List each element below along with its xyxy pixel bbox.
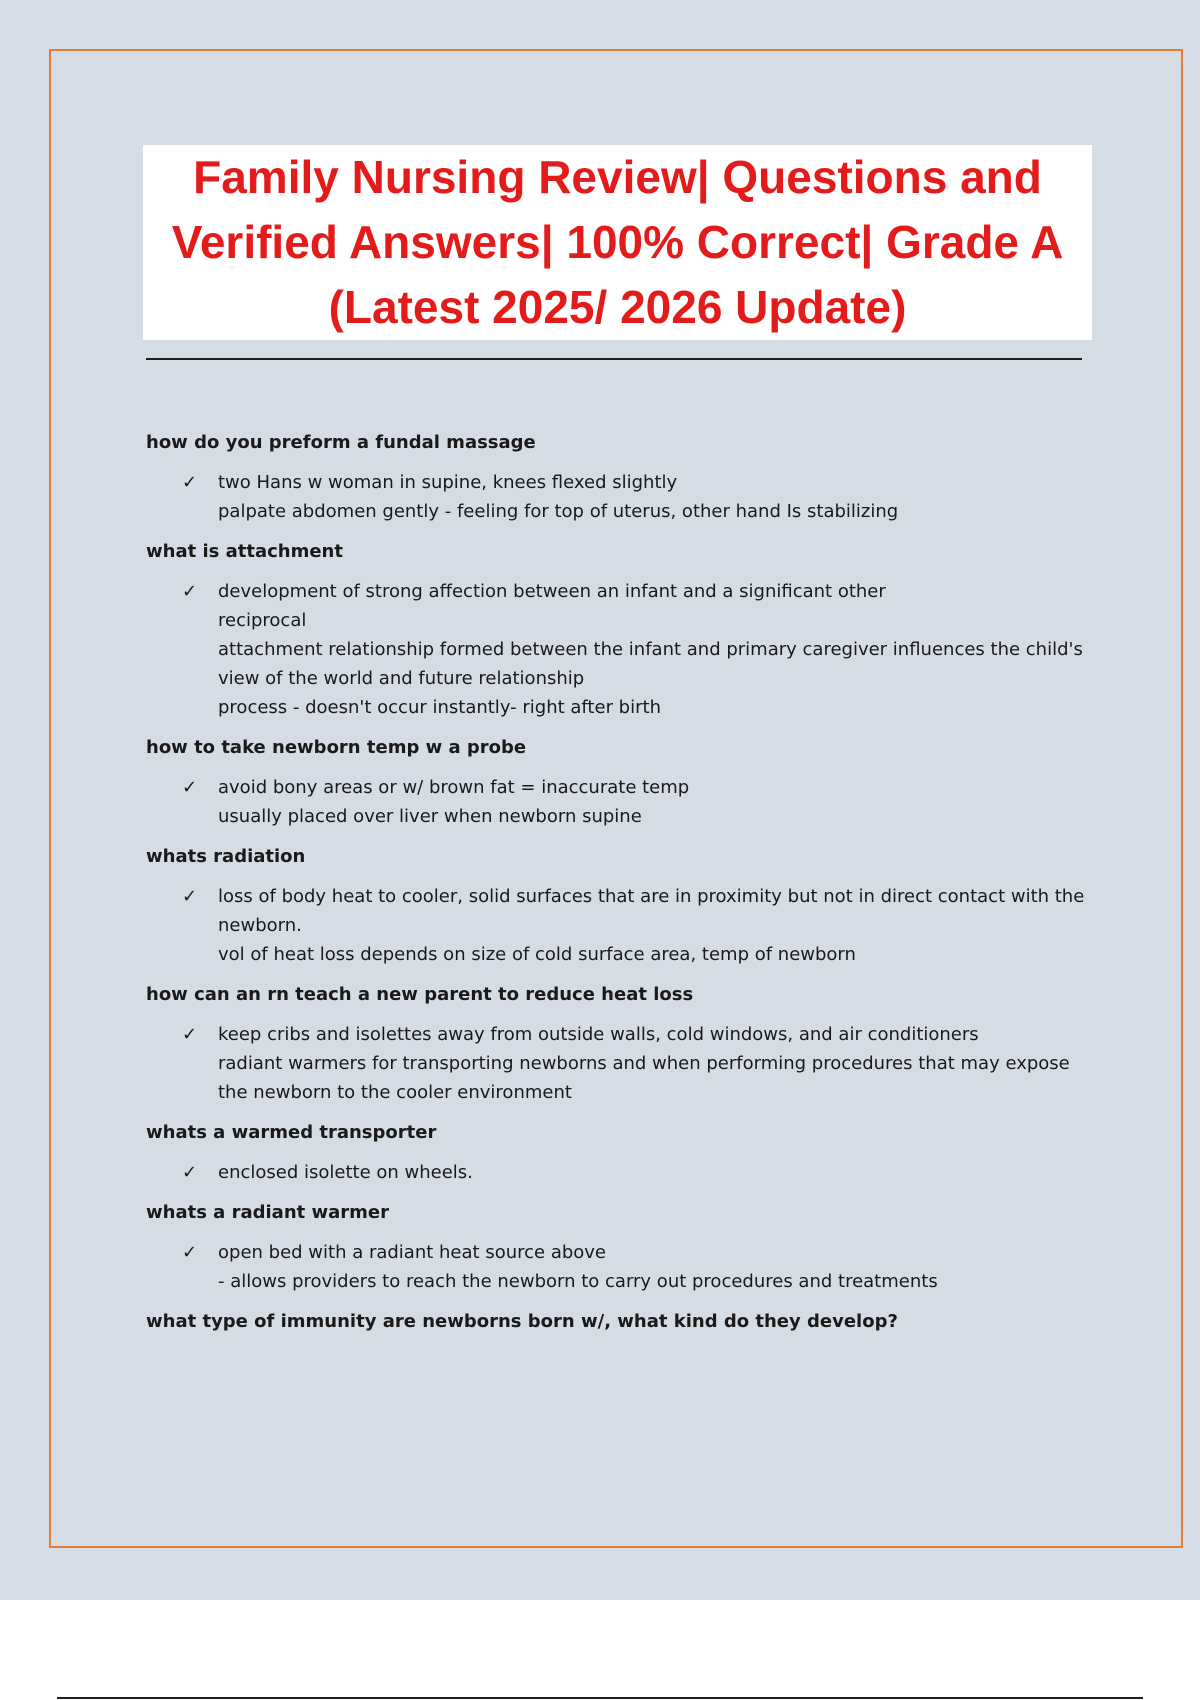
- checkmark-icon: ✓: [182, 1242, 198, 1263]
- qa-item: [146, 733, 1086, 831]
- checkmark-icon: ✓: [182, 886, 198, 907]
- qa-item: [146, 1198, 1086, 1296]
- title-divider: [146, 358, 1082, 360]
- answer-line: vol of heat loss depends on size of cold surface area, temp of newborn: [218, 944, 856, 965]
- question-text: how to take newborn temp w a probe: [146, 737, 527, 758]
- answer-text: [218, 577, 1086, 722]
- answer-line: enclosed isolette on wheels.: [218, 1162, 473, 1183]
- answer-line: open bed with a radiant heat source above: [218, 1242, 607, 1263]
- answer-line: usually placed over liver when newborn supine: [218, 806, 642, 827]
- answer-line: keep cribs and isolettes away from outside walls, cold windows, and air conditioners: [218, 1024, 979, 1045]
- question-text: whats radiation: [146, 846, 306, 867]
- answer-line: development of strong affection between an infant and a significant other: [218, 581, 886, 602]
- qa-item: [146, 842, 1086, 969]
- answer-block: [146, 1158, 1086, 1187]
- answer-line: radiant warmers for transporting newborns and when performing procedures that may expose the newborn to the cooler environment: [218, 1053, 1070, 1103]
- answer-line: reciprocal: [218, 610, 307, 631]
- document-title: Family Nursing Review| Questions and Verified Answers| 100% Correct| Grade A (Latest 2025/ 2026 Update): [171, 151, 1064, 333]
- qa-item: [146, 1118, 1086, 1187]
- answer-block: [146, 468, 1086, 526]
- answer-text: [218, 468, 1086, 526]
- answer-text: [218, 1020, 1086, 1107]
- answer-line: process - doesn't occur instantly- right after birth: [218, 697, 661, 718]
- answer-line: loss of body heat to cooler, solid surfaces that are in proximity but not in direct contact with the newborn.: [218, 886, 1085, 936]
- question-text: what type of immunity are newborns born w/, what kind do they develop?: [146, 1311, 898, 1332]
- qa-item: [146, 537, 1086, 722]
- answer-line: - allows providers to reach the newborn to carry out procedures and treatments: [218, 1271, 938, 1292]
- checkmark-icon: ✓: [182, 1024, 198, 1045]
- answer-block: [146, 577, 1086, 722]
- answer-block: [146, 773, 1086, 831]
- answer-line: avoid bony areas or w/ brown fat = inaccurate temp: [218, 777, 690, 798]
- qa-item: [146, 980, 1086, 1107]
- answer-text: [218, 1238, 1086, 1296]
- checkmark-icon: ✓: [182, 777, 198, 798]
- checkmark-icon: ✓: [182, 472, 198, 493]
- question-text: how do you preform a fundal massage: [146, 432, 536, 453]
- answer-line: two Hans w woman in supine, knees flexed slightly: [218, 472, 678, 493]
- question-text: how can an rn teach a new parent to reduce heat loss: [146, 984, 694, 1005]
- answer-text: [218, 1158, 1086, 1187]
- answer-line: palpate abdomen gently - feeling for top of uterus, other hand Is stabilizing: [218, 501, 899, 522]
- answer-block: [146, 1238, 1086, 1296]
- question-text: whats a radiant warmer: [146, 1202, 389, 1223]
- checkmark-icon: ✓: [182, 581, 198, 602]
- checkmark-icon: ✓: [182, 1162, 198, 1183]
- answer-block: [146, 1020, 1086, 1107]
- question-text: whats a warmed transporter: [146, 1122, 437, 1143]
- footer-divider: [57, 1697, 1143, 1699]
- qa-item: [146, 428, 1086, 526]
- qa-list: [146, 428, 1086, 1347]
- answer-block: [146, 882, 1086, 969]
- answer-line: attachment relationship formed between the infant and primary caregiver influences the child's view of the world and future relationship: [218, 639, 1083, 689]
- question-text: what is attachment: [146, 541, 343, 562]
- answer-text: [218, 882, 1086, 969]
- answer-text: [218, 773, 1086, 831]
- qa-item: [146, 1307, 1086, 1337]
- title-box: [143, 145, 1092, 340]
